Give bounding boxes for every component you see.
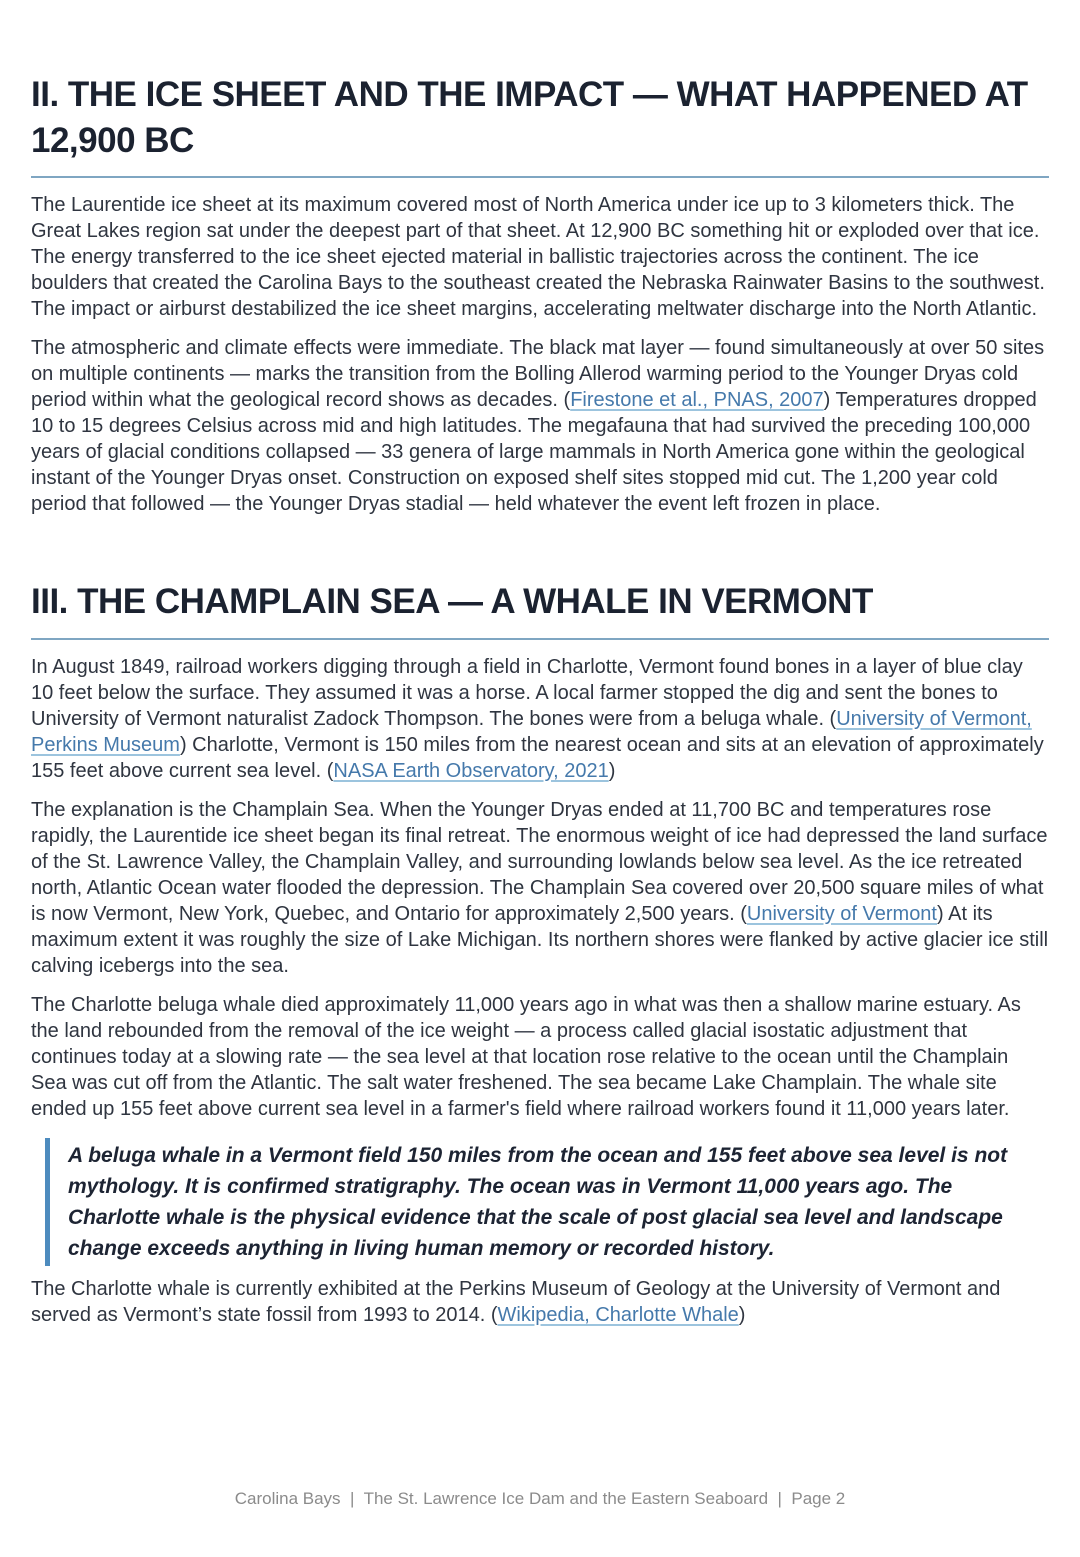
paragraph: In August 1849, railroad workers digging through a field in Charlotte, Vermont found bones in a layer of blue clay 10 feet below the surface. They assumed it was a horse. A local farmer stopped the dig and sent the bones to University of Vermont naturalist Zadock Thompson. The bones were from a beluga whale. (University of Vermont, Perkins Museum) Charlotte, Vermont is 150 miles from the nearest ocean and sits at an elevation of approximately 155 feet above current sea level. (NASA Earth Observatory, 2021) <box>31 655 1044 782</box>
citation-link[interactable]: University of Vermont <box>746 902 937 925</box>
heading-rule <box>31 638 1049 640</box>
paragraph: The explanation is the Champlain Sea. When the Younger Dryas ended at 11,700 BC and temperatures rose rapidly, the Laurentide ice sheet began its final retreat. The enormous weight of ice had depressed the land surface of the St. Lawrence Valley, the Champlain Valley, and surrounding lowlands below sea level. As the ice retreated north, Atlantic Ocean water flooded the depression. The Champlain Sea covered over 20,500 square miles of what is now Vermont, New York, Quebec, and Ontario for approximately 2,500 years. (University of Vermont) At its maximum extent it was roughly the size of Lake Michigan. Its northern shores were flanked by active glacier ice still calving icebergs into the sea. <box>31 798 1049 977</box>
section-champlain-sea <box>31 579 1049 1328</box>
heading-rule <box>31 176 1049 178</box>
citation-link[interactable]: Wikipedia, Charlotte Whale <box>497 1303 739 1326</box>
paragraph: The Charlotte whale is currently exhibited at the Perkins Museum of Geology at the University of Vermont and served as Vermont’s state fossil from 1993 to 2014. (Wikipedia, Charlotte Whale) <box>31 1277 1001 1326</box>
section-heading-ice-sheet: II. THE ICE SHEET AND THE IMPACT — WHAT HAPPENED AT 12,900 BC <box>31 75 1028 160</box>
section-ice-sheet <box>31 72 1049 517</box>
citation-link[interactable]: University of Vermont, Perkins Museum <box>31 707 1032 756</box>
paragraph: The Laurentide ice sheet at its maximum covered most of North America under ice up to 3 kilometers thick. The Great Lakes region sat under the deepest part of that sheet. At 12,900 BC something hit or exploded over that ice. The energy transferred to the ice sheet ejected material in ballistic trajectories across the continent. The ice boulders that created the Carolina Bays to the southeast created the Nebraska Rainwater Basins to the southwest. The impact or airburst destabilized the ice sheet margins, accelerating meltwater discharge into the North Atlantic. <box>31 194 1045 320</box>
citation-link[interactable]: NASA Earth Observatory, 2021 <box>333 759 609 782</box>
page-footer: Carolina Bays | The St. Lawrence Ice Dam and the Eastern Seaboard | Page 2 <box>234 1489 846 1508</box>
section-heading-champlain-sea: III. THE CHAMPLAIN SEA — A WHALE IN VERMONT <box>31 582 873 621</box>
pull-quote: A beluga whale in a Vermont field 150 miles from the ocean and 155 feet above sea level is not mythology. It is confirmed stratigraphy. The ocean was in Vermont 11,000 years ago. The Charlotte whale is the physical evidence that the scale of post glacial sea level and landscape change exceeds anything in living human memory or recorded history. <box>45 1138 1049 1266</box>
paragraph: The Charlotte beluga whale died approximately 11,000 years ago in what was then a shallow marine estuary. As the land rebounded from the removal of the ice weight — a process called glacial isostatic adjustment that continues today at a slowing rate — the sea level at that location rose relative to the ocean until the Champlain Sea was cut off from the Atlantic. The salt water freshened. The sea became Lake Champlain. The whale site ended up 155 feet above current sea level in a farmer's field where railroad workers found it 11,000 years later. <box>31 993 1021 1120</box>
citation-link[interactable]: Firestone et al., PNAS, 2007 <box>570 389 824 411</box>
paragraph: The atmospheric and climate effects were immediate. The black mat layer — found simultaneously at over 50 sites on multiple continents — marks the transition from the Bolling Allerod warming period to the Younger Dryas cold period within what the geological record shows as decades. (Firestone et al., PNAS, 2007) Temperatures dropped 10 to 15 degrees Celsius across mid and high latitudes. The megafauna that had survived the preceding 100,000 years of glacial conditions collapsed — 33 genera of large mammals in North America gone within the geological instant of the Younger Dryas onset. Construction on exposed shelf sites stopped mid cut. The 1,200 year cold period that followed — the Younger Dryas stadial — held whatever the event left frozen in place. <box>31 337 1045 515</box>
